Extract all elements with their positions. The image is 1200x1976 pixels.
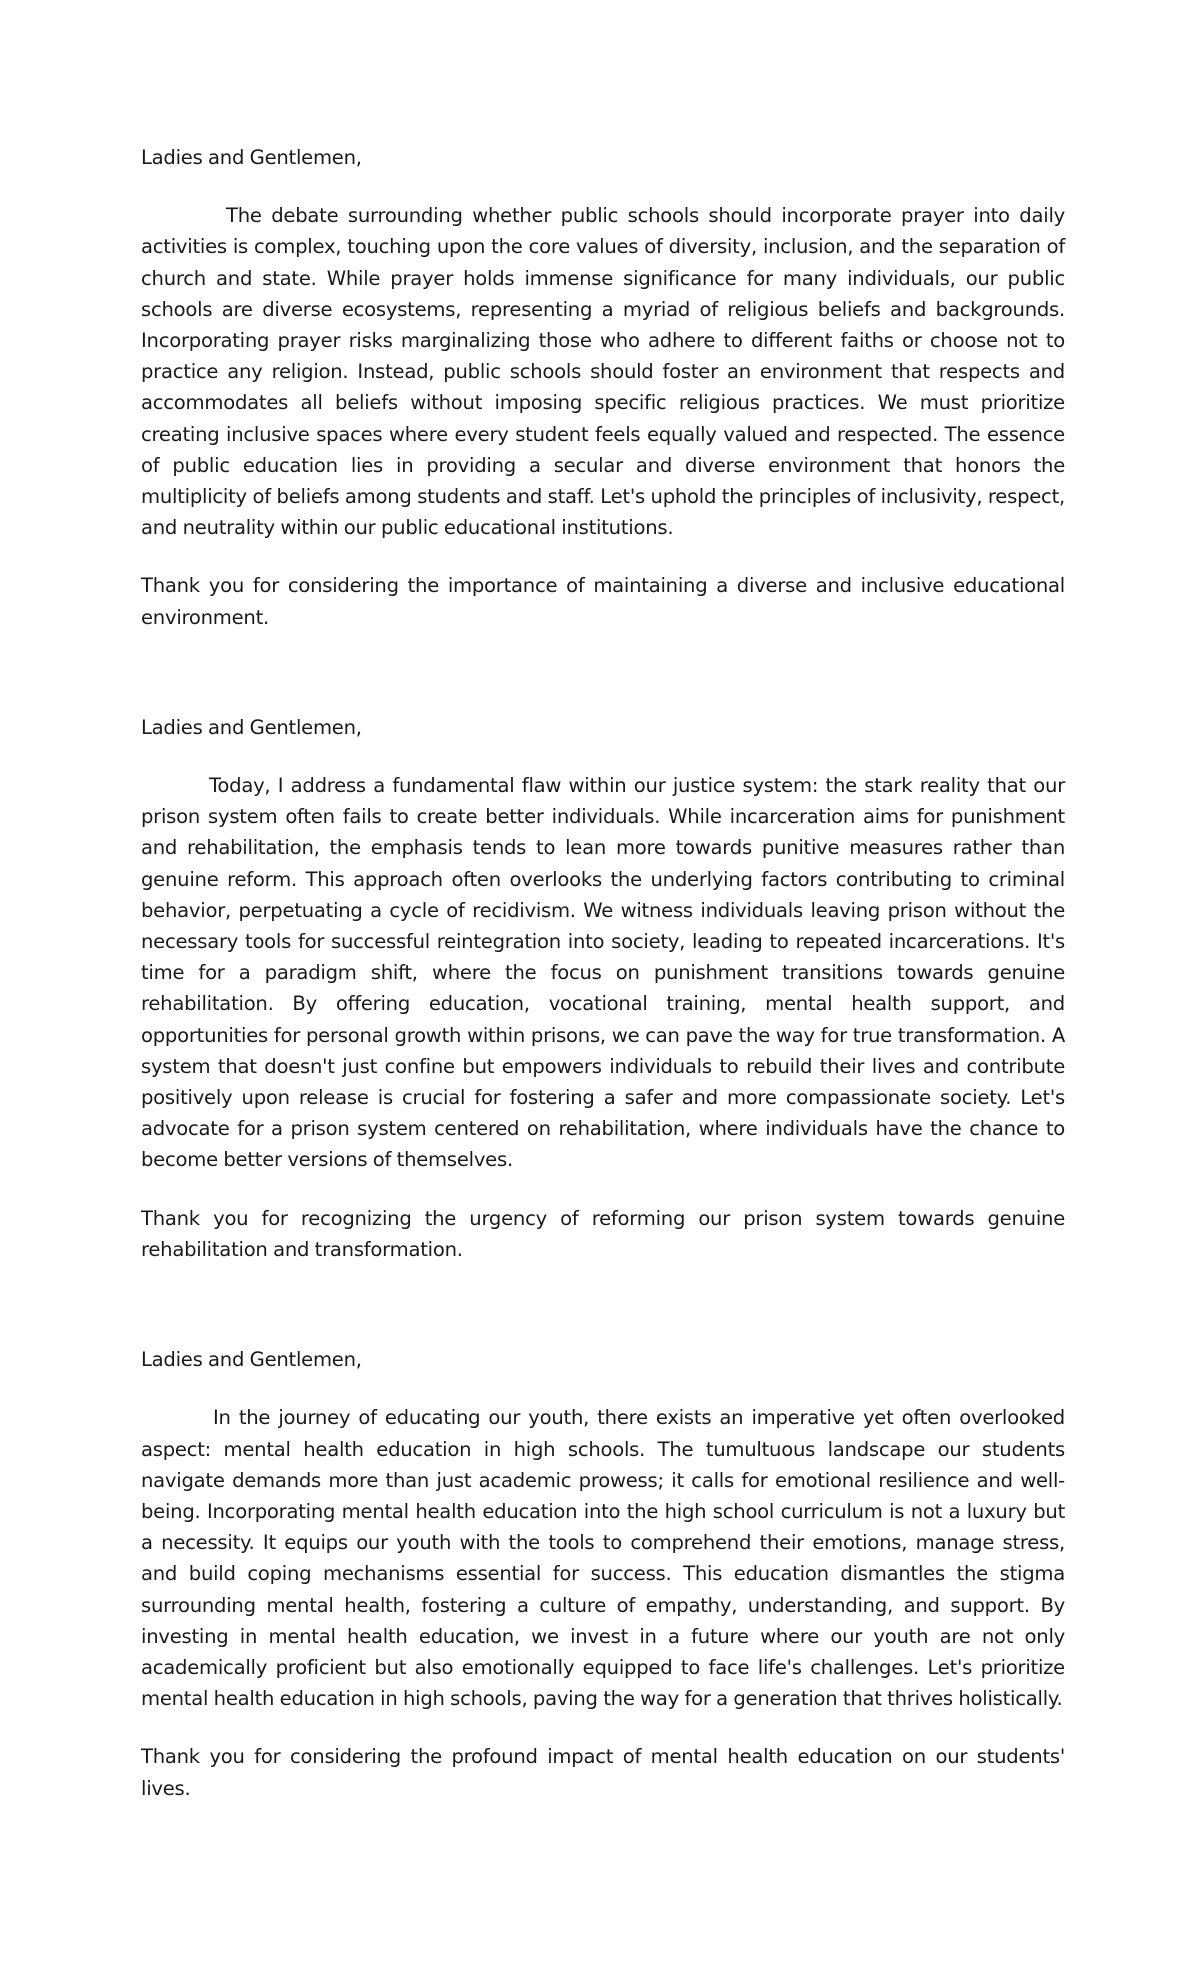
- speech-body: The debate surrounding whether public schools should incorporate prayer into daily activities is complex, touching upon the core values of diversity, inclusion, and the separation of church and state. While prayer holds immense significance for many individuals, our public schools are diverse ecosystems, representing a myriad of religious beliefs and backgrounds. Incorporating prayer risks marginalizing those who adhere to different faiths or choose not to practice any religion. Instead, public schools should foster an environment that respects and accommodates all beliefs without imposing specific religious practices. We must prioritize creating inclusive spaces where every student feels equally valued and respected. The essence of public education lies in providing a secular and diverse environment that honors the multiplicity of beliefs among students and staff. Let's uphold the principles of inclusivity, respect, and neutrality within our public educational institutions.: [141, 204, 1065, 540]
- salutation: Ladies and Gentlemen,: [141, 715, 362, 739]
- speech-school-prayer: [141, 142, 1065, 633]
- speech-mental-health-education: [141, 1344, 1065, 1804]
- closing-remark: Thank you for recognizing the urgency of reforming our prison system towards genuine rehabilitation and transformation.: [141, 1206, 1065, 1261]
- closing-remark: Thank you for considering the profound impact of mental health education on our students' lives.: [141, 1745, 1065, 1800]
- speech-body: Today, I address a fundamental flaw within our justice system: the stark reality that our prison system often fails to create better individuals. While incarceration aims for punishment and rehabilitation, the emphasis tends to lean more towards punitive measures rather than genuine reform. This approach often overlooks the underlying factors contributing to criminal behavior, perpetuating a cycle of recidivism. We witness individuals leaving prison without the necessary tools for successful reintegration into society, leading to repeated incarcerations. It's time for a paradigm shift, where the focus on punishment transitions towards genuine rehabilitation. By offering education, vocational training, mental health support, and opportunities for personal growth within prisons, we can pave the way for true transformation. A system that doesn't just confine but empowers individuals to rebuild their lives and contribute positively upon release is crucial for fostering a safer and more compassionate society. Let's advocate for a prison system centered on rehabilitation, where individuals have the chance to become better versions of themselves.: [141, 774, 1065, 1172]
- closing-remark: Thank you for considering the importance of maintaining a diverse and inclusive educational environment.: [141, 574, 1065, 629]
- salutation: Ladies and Gentlemen,: [141, 146, 362, 169]
- salutation: Ladies and Gentlemen,: [141, 1348, 362, 1372]
- document-page: [141, 142, 1065, 1804]
- speech-body: In the journey of educating our youth, there exists an imperative yet often overlooked aspect: mental health education in high schools. The tumultuous landscape our students navigate demands more than just academic prowess; it calls for emotional resilience and well-being. Incorporating mental health education into the high school curriculum is not a luxury but a necessity. It equips our youth with the tools to comprehend their emotions, manage stress, and build coping mechanisms essential for success. This education dismantles the stigma surrounding mental health, fostering a culture of empathy, understanding, and support. By investing in mental health education, we invest in a future where our youth are not only academically proficient but also emotionally equipped to face life's challenges. Let's prioritize mental health education in high schools, paving the way for a generation that thrives holistically.: [141, 1406, 1065, 1711]
- speech-prison-reform: [141, 712, 1065, 1265]
